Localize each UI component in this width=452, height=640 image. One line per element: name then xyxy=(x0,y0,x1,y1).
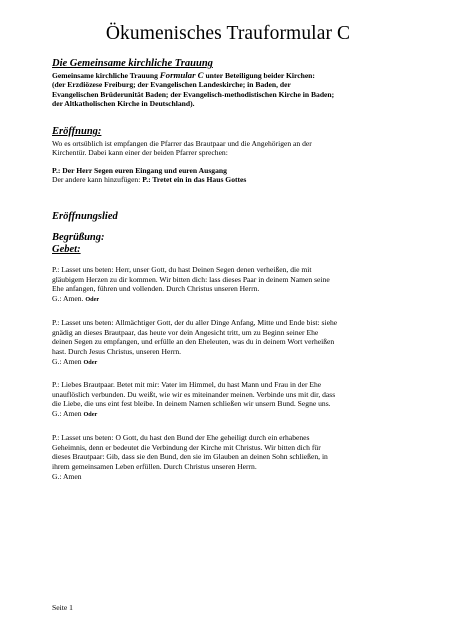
prayer-line: dieses Brautpaar: Gib, dass sie den Bund, den sie im Glauben an deinen Sohn schließen, in xyxy=(52,452,328,462)
heading-begruessung: Begrüßung: xyxy=(52,232,105,243)
intro-detail-line: Evangelischen Brüderunität Baden; der Evangelisch-methodistischen Kirche in Baden; xyxy=(52,89,335,99)
oder-label: Oder xyxy=(85,296,100,304)
response-text: G.: Amen xyxy=(52,356,84,366)
response-line xyxy=(52,472,404,482)
prayer-line: gnädig an dieses Brautpaar, das heute vor dein Angesicht tritt, um zu Beginn seiner Ehe xyxy=(52,327,319,337)
prayer-line: P.: Lasset uns beten: O Gott, du hast den Bund der Ehe geheiligt durch ein erhabenes xyxy=(52,433,310,442)
prayer-line: hast. Durch Jesus Christus, unseren Herrn. xyxy=(52,347,182,357)
prayer-line: unauflöslich verbunden. Du weißt, wie wir es miteinander meinen. Verbinde uns mit dir, dass xyxy=(52,389,336,399)
prayer-line: P.: Lasset uns beten: Allmächtiger Gott, der du aller Dinge Anfang, Mitte und Ende bist: siehe xyxy=(52,318,338,327)
intro-text-end: unter Beteiligung beider Kirchen: xyxy=(203,71,315,80)
response-text: G.: Amen xyxy=(52,471,82,481)
prayer-line: P.: Liebes Brautpaar. Betet mit mir: Vater im Himmel, du hast Mann und Frau in der Ehe xyxy=(52,380,322,389)
response-line xyxy=(52,357,404,368)
section-eroeffnung xyxy=(52,126,404,185)
intro-formular: Formular C xyxy=(159,70,204,80)
prayer-line: Ehe anfangen, führen und vollenden. Durch Christus unseren Herrn. xyxy=(52,284,260,294)
intro-text: Gemeinsame kirchliche Trauung xyxy=(52,71,160,80)
response-line xyxy=(52,409,404,420)
oder-label: Oder xyxy=(83,358,98,366)
heading-gebet: Gebet: xyxy=(52,244,81,255)
prayer-line: die Liebe, die uns eint fest bleibe. In deinem Namen schließen wir unsern Bund. Segne uns. xyxy=(52,399,331,409)
intro-detail-line: (der Erzdiözese Freiburg; der Evangelischen Landeskirche; in Baden, der xyxy=(52,80,291,90)
prayer-line: deinen Segen zu empfangen, und erfülle an den Eheleuten, was du in deinem Wort verheißen xyxy=(52,337,335,347)
addition-prefix: Der andere kann hinzufügen: xyxy=(52,175,143,185)
prayer-line: gläubigem Herzen zu dir kommen. Wir bitten dich: lass dieses Paar in deinem Namen seine xyxy=(52,274,330,284)
section-gemeinsame-trauung xyxy=(52,58,404,109)
oder-label: Oder xyxy=(83,411,98,419)
page-title: Ökumenisches Trauformular C xyxy=(105,23,351,44)
section-heading: Eröffnung: xyxy=(52,126,102,137)
response-text: G.: Amen xyxy=(52,409,84,419)
addition-line xyxy=(52,175,404,184)
page-number: Seite 1 xyxy=(52,603,73,612)
prayer-block xyxy=(52,265,404,305)
section-heading: Die Gemeinsame kirchliche Trauung xyxy=(52,58,213,69)
prayer-line: P.: Lasset uns beten: Herr, unser Gott, du hast Deinen Segen denen verheißen, die mit xyxy=(52,265,312,274)
prayer-line: ihrem gemeinsamen Leben erfüllen. Durch Christus unseren Herrn. xyxy=(52,462,257,472)
prayer-block xyxy=(52,433,404,482)
intro-detail-line: der Altkatholischen Kirche in Deutschland). xyxy=(52,99,195,109)
intro-line xyxy=(52,71,404,80)
response-text: G.: Amen. xyxy=(52,294,86,304)
response-line xyxy=(52,294,404,305)
greeting-line: P.: Der Herr Segen euren Eingang und euren Ausgang xyxy=(52,165,227,175)
prayer-block xyxy=(52,380,404,420)
heading-eroeffnungslied: Eröffnungslied xyxy=(52,211,118,222)
addition-text: P.: Tretet ein in das Haus Gottes xyxy=(142,175,247,185)
text-line: Wo es ortsüblich ist empfangen die Pfarrer das Brautpaar und die Angehörigen an der xyxy=(52,139,312,148)
prayer-block xyxy=(52,318,404,368)
text-line: Kirchentür. Dabei kann einer der beiden Pfarrer sprechen: xyxy=(52,148,228,158)
prayer-line: Geheimnis, denn er bedeutet die Verbindung der Kirche mit Christus. Wir bitten dich für xyxy=(52,442,321,452)
